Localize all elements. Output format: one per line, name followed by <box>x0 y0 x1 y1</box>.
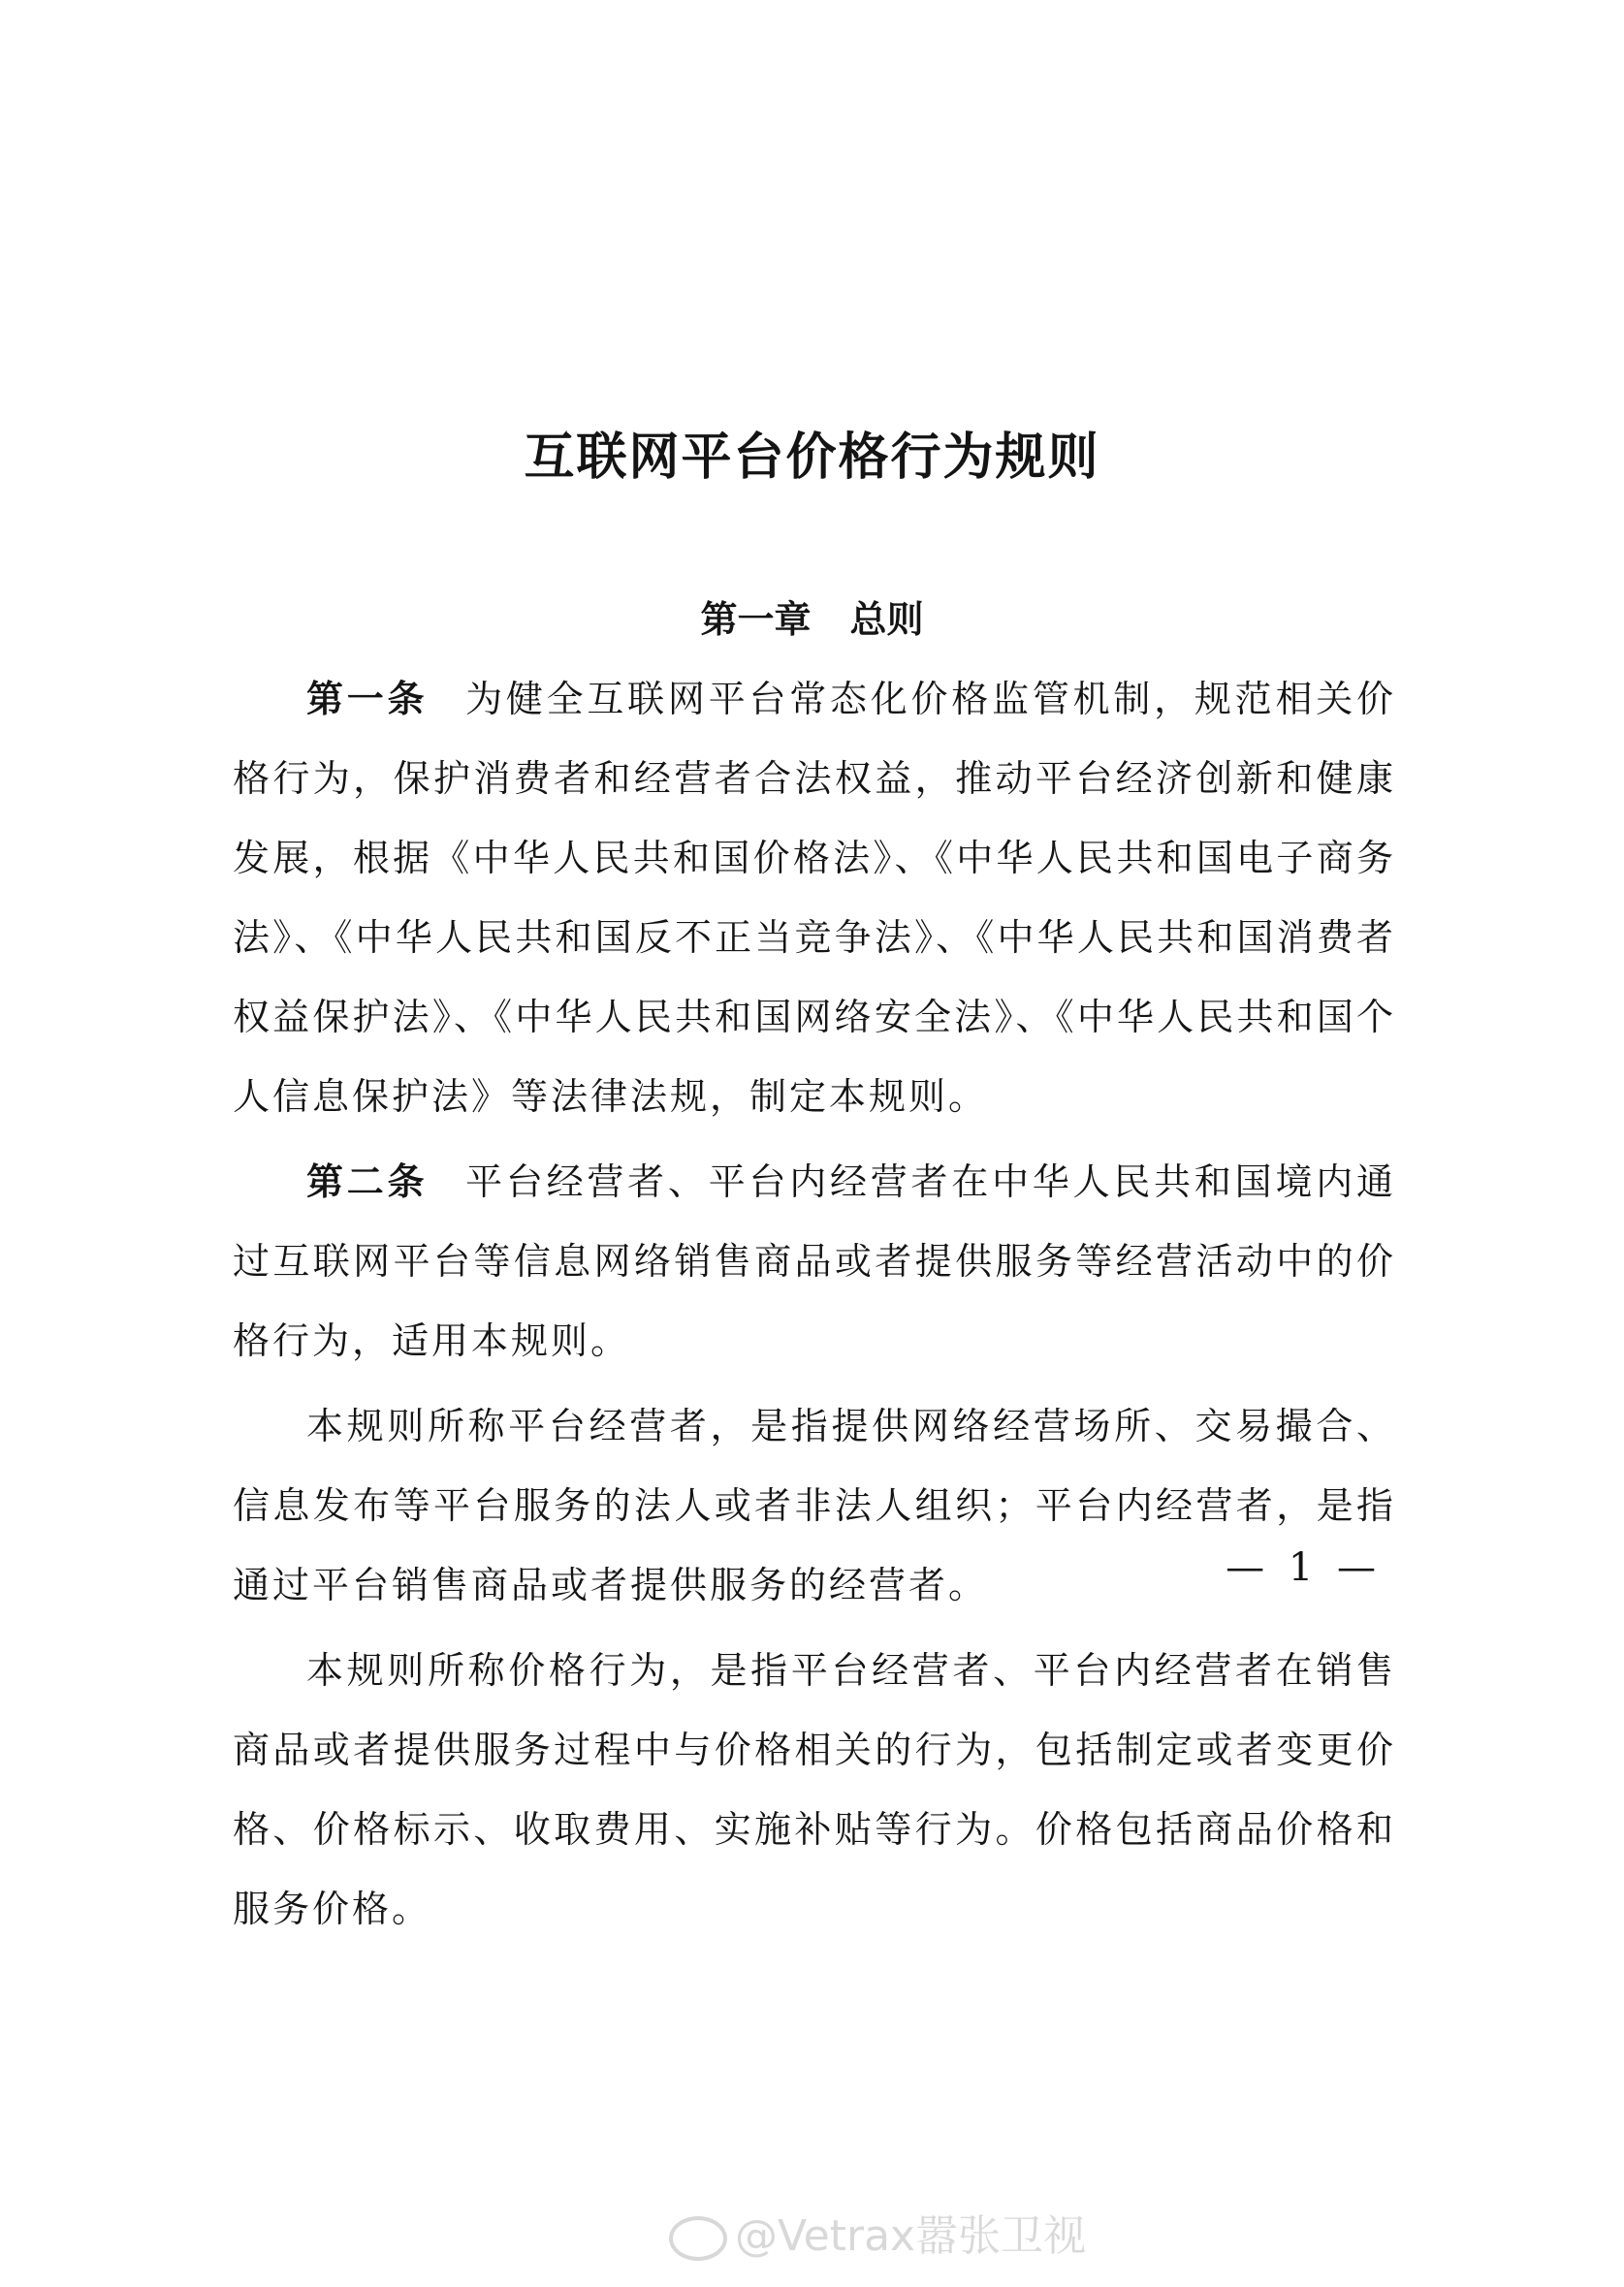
watermark <box>669 2201 1086 2263</box>
paragraph-text: 本规则所称价格行为，是指平台经营者、平台内经营者在销售商品或者提供服务过程中与价格相关的行为，包括制定或者变更价格、价格标示、收取费用、实施补贴等行为。价格包括商品价格和服务价格。 <box>233 1649 1396 1930</box>
chapter-name: 总则 <box>849 597 924 641</box>
article-paragraph <box>233 1631 1396 1949</box>
article-paragraph <box>233 1142 1396 1381</box>
chapter-heading <box>0 586 1624 653</box>
weibo-icon <box>669 2216 727 2261</box>
document-body <box>233 659 1396 1949</box>
chapter-number: 第一章 <box>700 597 812 641</box>
paragraph-text: 为健全互联网平台常态化价格监管机制，规范相关价格行为，保护消费者和经营者合法权益，推动平台经济创新和健康发展，根据《中华人民共和国价格法》、《中华人民共和国电子商务法》、《中华人民共和国反不正当竞争法》、《中华人民共和国消费者权益保护法》、《中华人民共和国网络安全法》、《中华人民共和国个人信息保护法》等法律法规，制定本规则。 <box>233 678 1396 1118</box>
paragraph-text: 平台经营者、平台内经营者在中华人民共和国境内通过互联网平台等信息网络销售商品或者提供服务等经营活动中的价格行为，适用本规则。 <box>233 1160 1396 1362</box>
article-paragraph <box>233 1386 1396 1625</box>
article-label: 第二条 <box>306 1159 429 1203</box>
article-paragraph <box>233 659 1396 1136</box>
article-label: 第一条 <box>306 677 429 720</box>
paragraph-text: 本规则所称平台经营者，是指提供网络经营场所、交易撮合、信息发布等平台服务的法人或者非法人组织；平台内经营者，是指通过平台销售商品或者提供服务的经营者。 <box>233 1405 1396 1606</box>
page-number: — 1 — <box>1226 1545 1382 1590</box>
watermark-text: @Vetrax嚣张卫视 <box>735 2211 1087 2261</box>
document-title: 互联网平台价格行为规则 <box>524 428 1100 487</box>
